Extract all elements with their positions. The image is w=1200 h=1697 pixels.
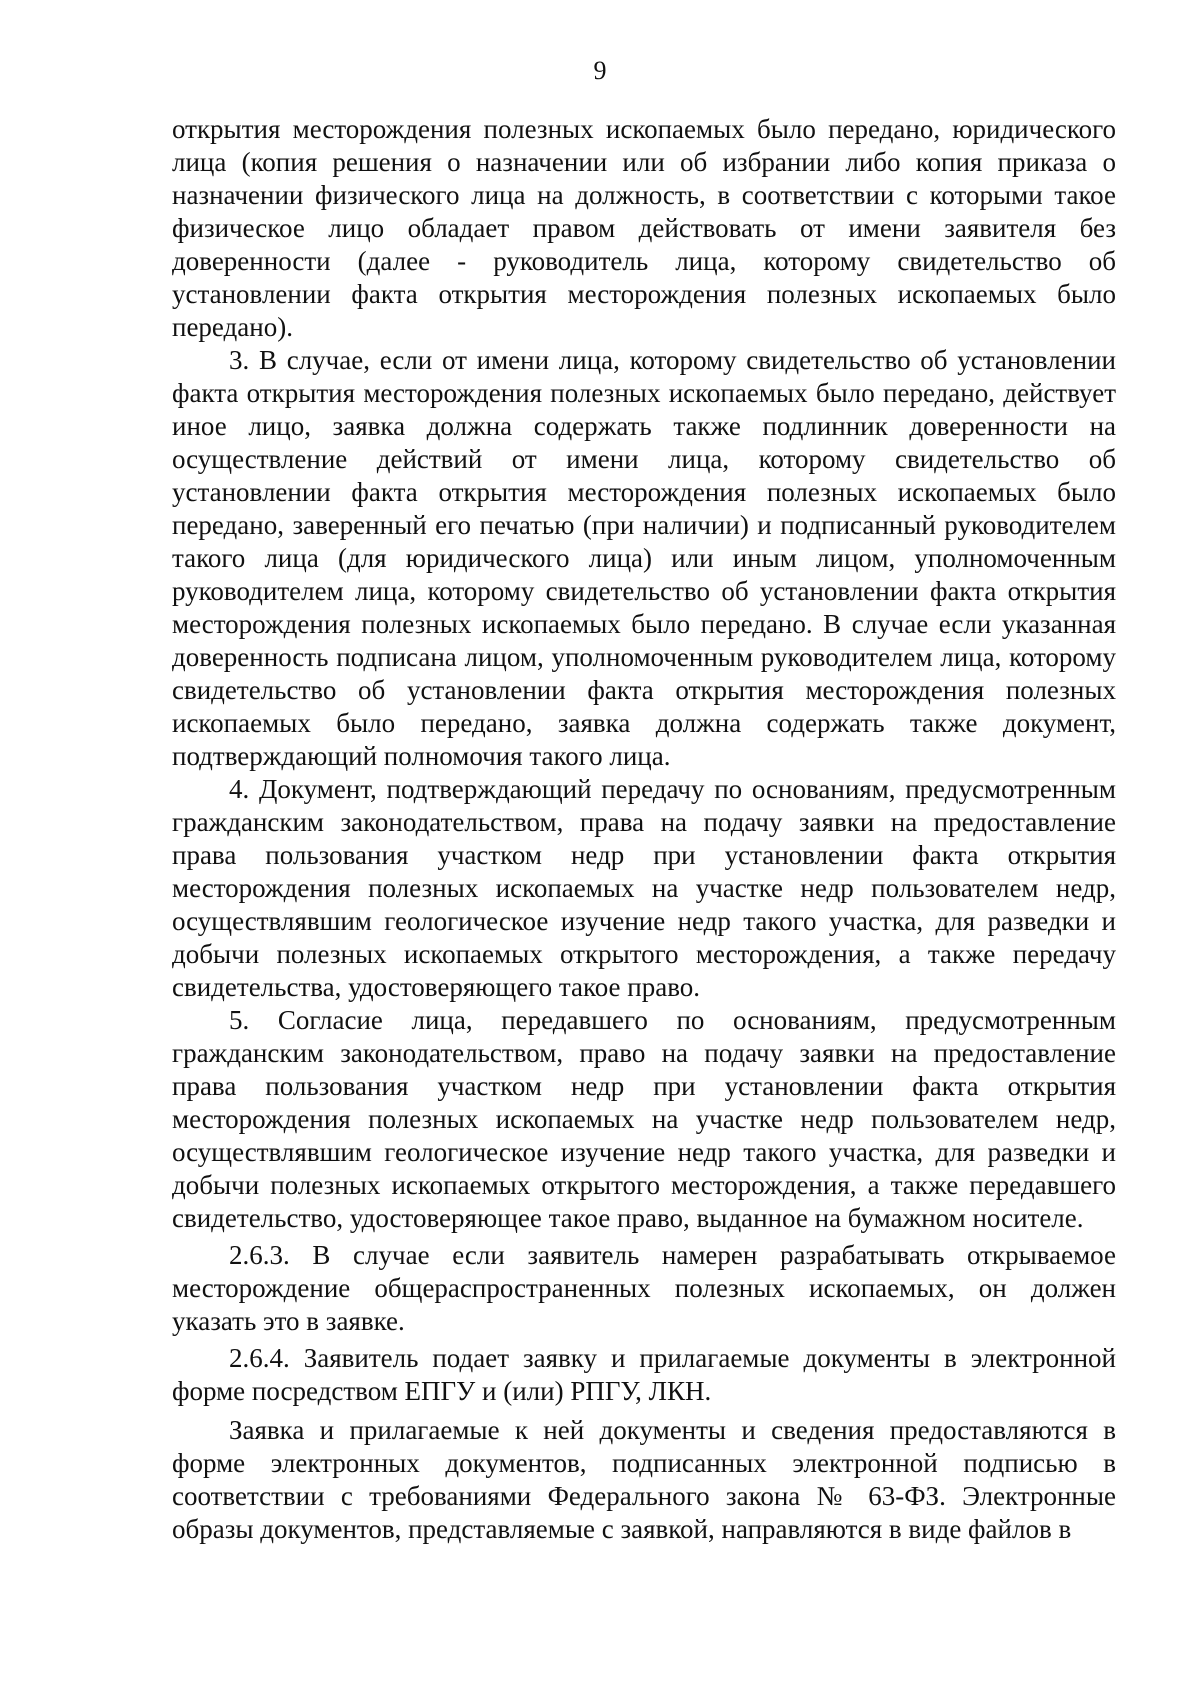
paragraph-item-4: 4. Документ, подтверждающий передачу по основаниям, предусмотренным гражданским законодательством, права на подачу заявки на предоставление права пользования участком недр при установлении факта открытия месторождения полезных ископаемых на участке недр пользователем недр, осуществлявшим геологическое изучение недр такого участка, для разведки и добычи полезных ископаемых открытого месторождения, а также передачу свидетельства, удостоверяющего такое право. [172,774,1116,1002]
paragraph-item-3: 3. В случае, если от имени лица, которому свидетельство об установлении факта открытия месторождения полезных ископаемых было передано, действует иное лицо, заявка должна содержать также подлинник доверенности на осуществление действий от имени лица, которому свидетельство об установлении факта открытия месторождения полезных ископаемых было передано, заверенный его печатью (при наличии) и подписанный руководителем такого лица (для юридического лица) или иным лицом, уполномоченным руководителем лица, которому свидетельство об установлении факта открытия месторождения полезных ископаемых было передано. В случае если указанная доверенность подписана лицом, уполномоченным руководителем лица, которому свидетельство об установлении факта открытия месторождения полезных ископаемых было передано, заявка должна содержать также документ, подтверждающий полномочия такого лица. [172,345,1116,771]
paragraph-continuation: открытия месторождения полезных ископаемых было передано, юридического лица (копия решения о назначении или об избрании либо копия приказа о назначении физического лица на должность, в соответствии с которыми такое физическое лицо обладает правом действовать от имени заявителя без доверенности (далее - руководитель лица, которому свидетельство об установлении факта открытия месторождения полезных ископаемых было передано). [172,114,1116,342]
paragraph-application-documents: Заявка и прилагаемые к ней документы и сведения предоставляются в форме электронных документов, подписанных электронной подписью в соответствии с требованиями Федерального закона № 63-ФЗ. Электронные образы документов, представляемые с заявкой, направляются в виде файлов в [172,1415,1116,1544]
document-body [172,113,1116,1546]
page-number: 9 [593,56,607,85]
paragraph-item-5: 5. Согласие лица, передавшего по основаниям, предусмотренным гражданским законодательством, право на подачу заявки на предоставление права пользования участком недр при установлении факта открытия месторождения полезных ископаемых на участке недр пользователем недр, осуществлявшим геологическое изучение недр такого участка, для разведки и добычи полезных ископаемых открытого месторождения, а также передавшего свидетельство, удостоверяющее такое право, выданное на бумажном носителе. [172,1005,1116,1233]
paragraph-2-6-4: 2.6.4. Заявитель подает заявку и прилагаемые документы в электронной форме посредством ЕПГУ и (или) РПГУ, ЛКН. [172,1343,1116,1406]
paragraph-2-6-3: 2.6.3. В случае если заявитель намерен разрабатывать открываемое месторождение общераспространенных полезных ископаемых, он должен указать это в заявке. [172,1240,1116,1336]
